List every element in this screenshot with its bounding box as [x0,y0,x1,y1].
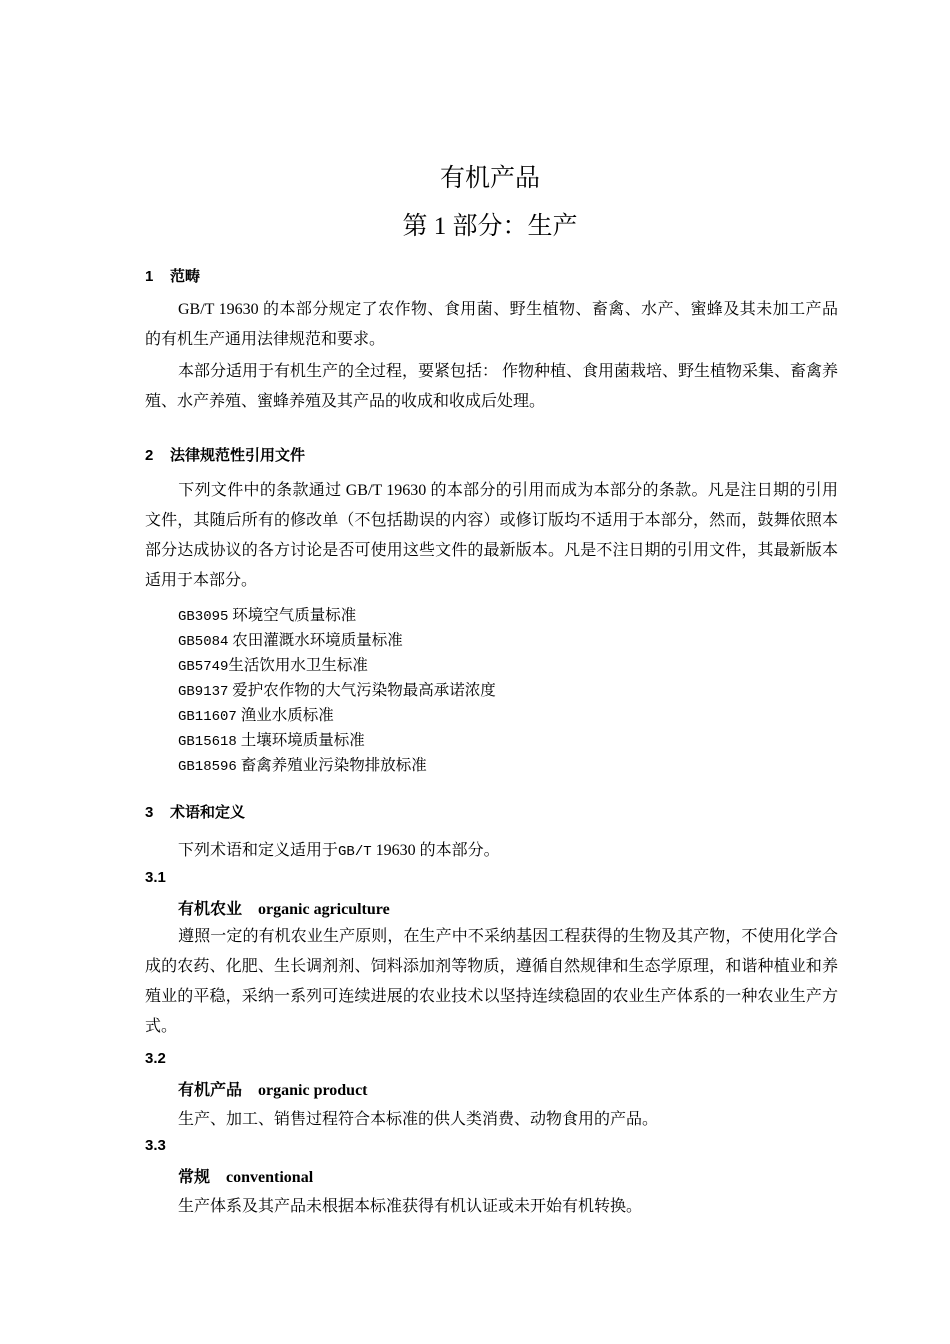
definition-text: 生产、加工、销售过程符合本标准的供人类消费、动物食用的产品。 [178,1111,659,1128]
reference-item: GB9137 爱护农作物的大气污染物最高承诺浓度 [178,682,496,700]
paragraph-text: 下列文件中的条款通过 GB/T 19630 的本部分的引用而成为本部分的条款。凡是注日期的引用文件，其随后所有的修改单（不包括勘误的内容）或修订版均不适用于本部分，然而，鼓舞依照本部分达成协议的各方讨论是否可使用这些文件的最新版本。凡是不注日期的引用文件，其最新版本适用于本部分。 [145,482,838,589]
document-subtitle: 第 1 部分：生产 [402,213,578,240]
paragraph [145,357,838,417]
section-title: 法律规范性引用文件 [170,447,306,464]
section-number: 2 [145,447,154,464]
reference-item: GB3095 环境空气质量标准 [178,607,357,625]
term: 常规 conventional [178,1169,314,1186]
document-title: 有机产品 [439,165,540,192]
definition-text: 生产体系及其产品未根据本标准获得有机认证或未开始有机转换。 [178,1198,643,1215]
section-title: 术语和定义 [170,804,246,821]
section-number: 1 [145,268,154,285]
subsection-number: 3.1 [145,869,166,886]
term: 有机农业 organic agriculture [178,901,390,918]
section-heading [145,265,200,286]
section-heading [145,801,245,822]
subsection-number: 3.2 [145,1050,166,1067]
paragraph [145,476,838,596]
paragraph-text: 本部分适用于有机生产的全过程，要紧包括： 作物种植、食用菌栽培、野生植物采集、畜禽养殖、水产养殖、蜜蜂养殖及其产品的收成和收成后处理。 [145,363,839,410]
section-title: 范畴 [170,268,201,285]
definition-text: 遵照一定的有机农业生产原则，在生产中不采纳基因工程获得的生物及其产物，不使用化学合成的农药、化肥、生长调剂剂、饲料添加剂等物质，遵循自然规律和生态学原理，和谐种植业和养殖业的平稳，采纳一系列可连续进展的农业技术以坚持连续稳固的农业生产体系的一种农业生产方式。 [145,928,838,1035]
term: 有机产品 organic product [178,1082,368,1099]
reference-item: GB15618 土壤环境质量标准 [178,732,365,750]
paragraph-text: GB/T 19630 的本部分规定了农作物、食用菌、野生植物、畜禽、水产、蜜蜂及其未加工产品的有机生产通用法律规范和要求。 [145,301,838,348]
subsection-number: 3.3 [145,1137,166,1154]
paragraph [145,295,838,355]
reference-item: GB5749生活饮用水卫生标准 [178,657,368,675]
section-heading [145,444,305,465]
reference-item: GB18596 畜禽养殖业污染物排放标准 [178,757,427,775]
reference-item: GB5084 农田灌溉水环境质量标准 [178,632,403,650]
paragraph: 下列术语和定义适用于GB/T 19630 的本部分。 [178,842,500,860]
reference-item: GB11607 渔业水质标准 [178,707,334,725]
section-number: 3 [145,804,154,821]
paragraph [145,922,838,1042]
